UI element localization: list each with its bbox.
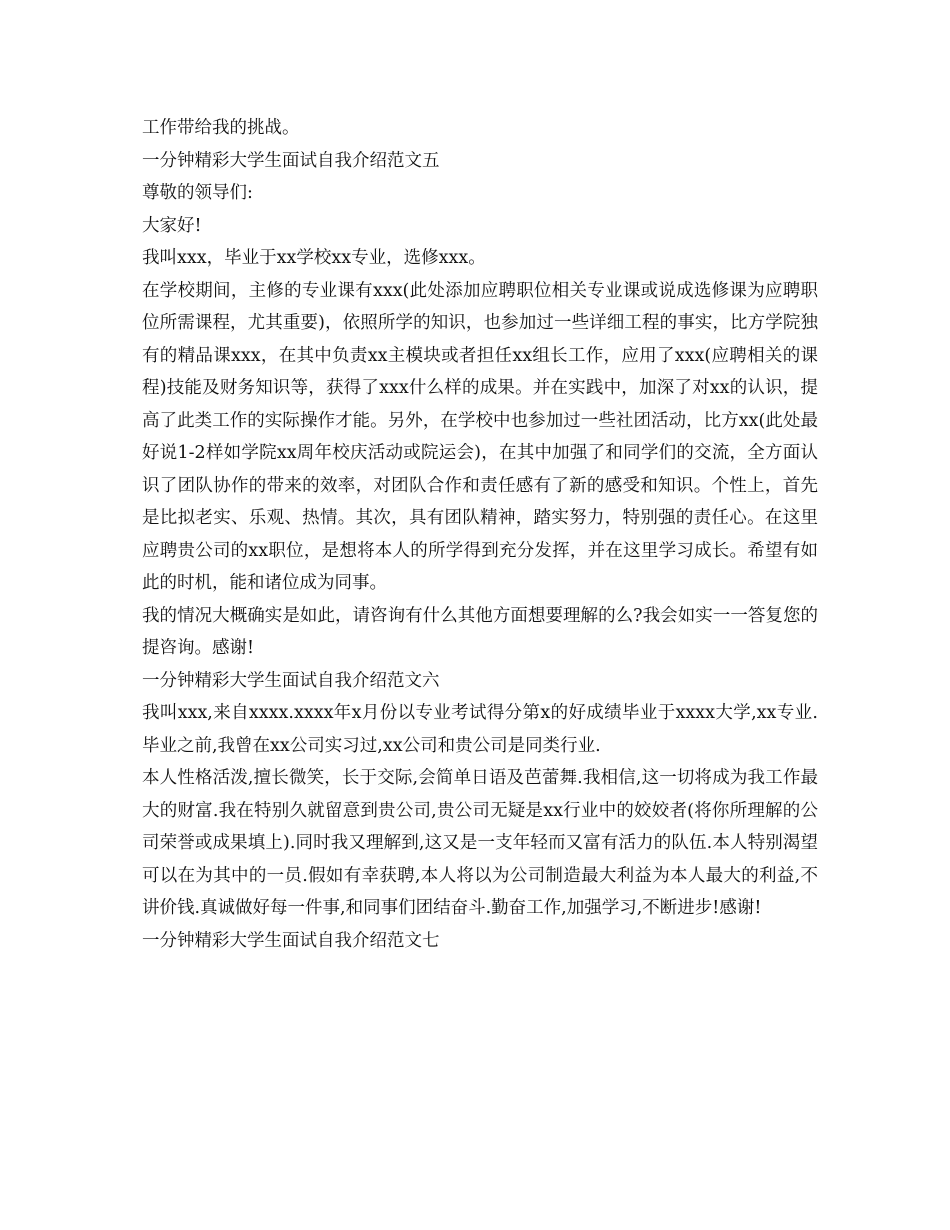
paragraph-continuation: 工作带给我的挑战。: [142, 118, 300, 138]
paragraph-personality: 本人性格活泼,擅长微笑，长于交际,会简单日语及芭蕾舞.我相信,这一切将成为我工作最大的财富.我在特别久就留意到贵公司,贵公司无疑是xx行业中的姣姣者(将你所理解的公司荣誉或成果填上).同时我又理解到,这又是一支年轻而又富有活力的队伍.本人特别渴望可以在为其中的一员.假如有幸获聘,本人将以为公司制造最大利益为本人最大的利益,不讲价钱.真诚做好每一件事,和同事们团结奋斗.勤奋工作,加强学习,不断进步!感谢!: [142, 768, 818, 918]
section-heading-six: 一分钟精彩大学生面试自我介绍范文六: [142, 670, 440, 691]
document-body: [142, 112, 818, 957]
paragraph-closing: 我的情况大概确实是如此，请咨询有什么其他方面想要理解的么?我会如实一一答复您的提咨询。感谢!: [142, 605, 818, 658]
salutation: 尊敬的领导们:: [142, 183, 253, 203]
greeting: 大家好!: [142, 215, 202, 236]
paragraph-school-experience: 在学校期间，主修的专业课有xxx(此处添加应聘职位相关专业课或说成选修课为应聘职位所需课程，尤其重要)，依照所学的知识，也参加过一些详细工程的事实，比方学院独有的精品课xxx，在其中负责xx主模块或者担任xx组长工作，应用了xxx(应聘相关的课程)技能及财务知识等，获得了xxx什么样的成果。并在实践中，加深了对xx的认识，提高了此类工作的实际操作才能。另外，在学校中也参加过一些社团活动，比方xx(此处最好说1-2样如学院xx周年校庆活动或院运会)，在其中加强了和同学们的交流，全方面认识了团队协作的带来的效率，对团队合作和责任感有了新的感受和知识。个性上，首先是比拟老实、乐观、热情。其次，具有团队精神，踏实努力，特别强的责任心。在这里应聘贵公司的xx职位，是想将本人的所学得到充分发挥，并在这里学习成长。希望有如此的时机，能和诸位成为同事。: [142, 280, 818, 593]
paragraph-background: 我叫xxx,来自xxxx.xxxx年x月份以专业考试得分第x的好成绩毕业于xxxx大学,xx专业.毕业之前,我曾在xx公司实习过,xx公司和贵公司是同类行业.: [142, 703, 818, 756]
section-heading-five: 一分钟精彩大学生面试自我介绍范文五: [142, 150, 440, 171]
section-heading-seven: 一分钟精彩大学生面试自我介绍范文七: [142, 930, 440, 951]
paragraph-intro: 我叫xxx，毕业于xx学校xx专业，选修xxx。: [142, 248, 486, 268]
